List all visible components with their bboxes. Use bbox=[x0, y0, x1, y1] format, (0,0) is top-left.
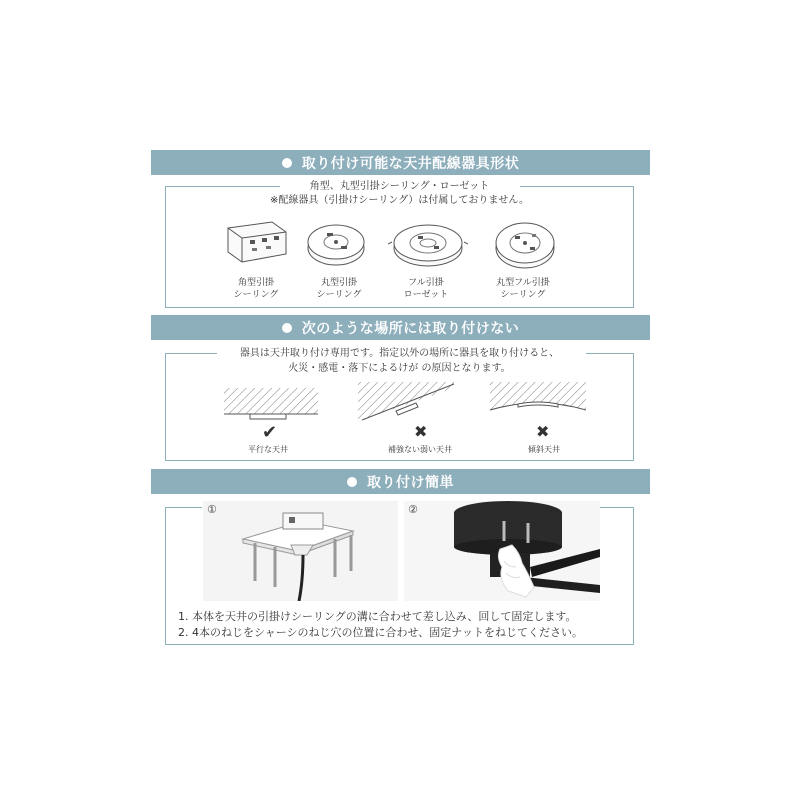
photo2-number: ② bbox=[408, 503, 418, 516]
weak-ceiling-label: 補強ない弱い天井 bbox=[388, 445, 452, 454]
flat-ceiling-label: 平行な天井 bbox=[248, 445, 288, 454]
panel2-bottom-border bbox=[165, 460, 634, 461]
fixture-label-rosette: フル引掛 ローゼット bbox=[403, 278, 449, 300]
weak-ceiling-illustration bbox=[356, 378, 456, 422]
check-icon: ✔ bbox=[262, 422, 278, 443]
section1-banner bbox=[151, 150, 650, 175]
installation-photo-1 bbox=[203, 501, 398, 601]
mounting-bracket-illustration bbox=[203, 501, 398, 601]
section2-header-1: 器具は天井取り付け専用です。指定以外の場所に器具を取り付けると、 bbox=[239, 348, 560, 359]
photo1-number: ① bbox=[207, 503, 217, 516]
square-ceiling-fixture-icon bbox=[222, 218, 290, 264]
bullet-dot bbox=[347, 477, 357, 487]
instruction-step-2: 2. 4本のねじをシャーシのねじ穴の位置に合わせ、固定ナットをねじてください。 bbox=[178, 626, 583, 639]
round-ceiling-fixture-icon bbox=[303, 218, 369, 268]
instruction-step-1: 1. 本体を天井の引掛けシーリングの溝に合わせて差し込み、回して固定します。 bbox=[178, 610, 577, 623]
section1-header-1: 角型、丸型引掛シーリング・ローゼット bbox=[309, 181, 490, 192]
section2-banner bbox=[151, 315, 650, 340]
cross-icon: ✖ bbox=[536, 422, 550, 441]
panel3-top-right bbox=[600, 507, 634, 508]
fixture-label-round-full: 丸型フル引掛 シーリング bbox=[496, 278, 550, 300]
panel3-left-border bbox=[165, 507, 166, 645]
bullet-dot bbox=[282, 158, 292, 168]
panel3-right-border bbox=[633, 507, 634, 645]
slanted-ceiling-illustration bbox=[488, 378, 588, 422]
lamp-body-illustration bbox=[404, 501, 600, 601]
fixture-label-round: 丸型引掛 シーリング bbox=[316, 278, 362, 300]
fixture-label-square: 角型引掛 シーリング bbox=[233, 278, 279, 300]
round-full-ceiling-fixture-icon bbox=[490, 216, 560, 272]
installation-photo-2 bbox=[404, 501, 600, 601]
section3-banner bbox=[151, 469, 650, 494]
section1-header-2: ※配線器具（引掛けシーリング）は付属しておりません。 bbox=[269, 195, 530, 206]
bullet-dot bbox=[282, 323, 292, 333]
section2-title: 次のような場所には取り付けない bbox=[301, 320, 520, 337]
panel3-top-left bbox=[165, 507, 202, 508]
slanted-ceiling-label: 傾斜天井 bbox=[528, 445, 560, 454]
cross-icon: ✖ bbox=[414, 422, 428, 441]
panel1-bottom-border bbox=[165, 307, 634, 308]
section1-title: 取り付け可能な天井配線器具形状 bbox=[301, 155, 520, 172]
full-rosette-icon bbox=[388, 218, 468, 270]
flat-ceiling-illustration bbox=[222, 378, 322, 422]
section2-header-2: 火災・感電・落下によるけが の原因となります。 bbox=[288, 363, 511, 374]
panel3-bottom-border bbox=[165, 644, 634, 645]
section3-title: 取り付け簡単 bbox=[367, 474, 454, 491]
